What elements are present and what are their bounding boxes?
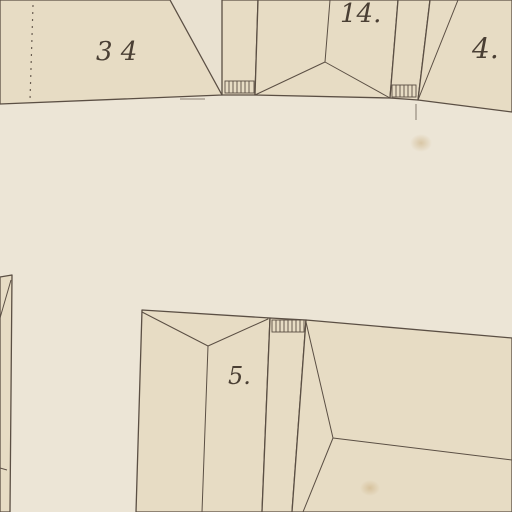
- stairs-symbol-top-right: [392, 85, 416, 97]
- parcel-label-5: 5.: [228, 362, 251, 390]
- parcel-label-4: 4.: [472, 32, 499, 65]
- parcel-label-34: 3 4: [96, 37, 138, 67]
- paper-stain: [410, 134, 432, 152]
- paper-stain: [360, 480, 380, 496]
- building-bottom-right: [292, 320, 512, 512]
- parcel-label-14: 14.: [340, 0, 382, 29]
